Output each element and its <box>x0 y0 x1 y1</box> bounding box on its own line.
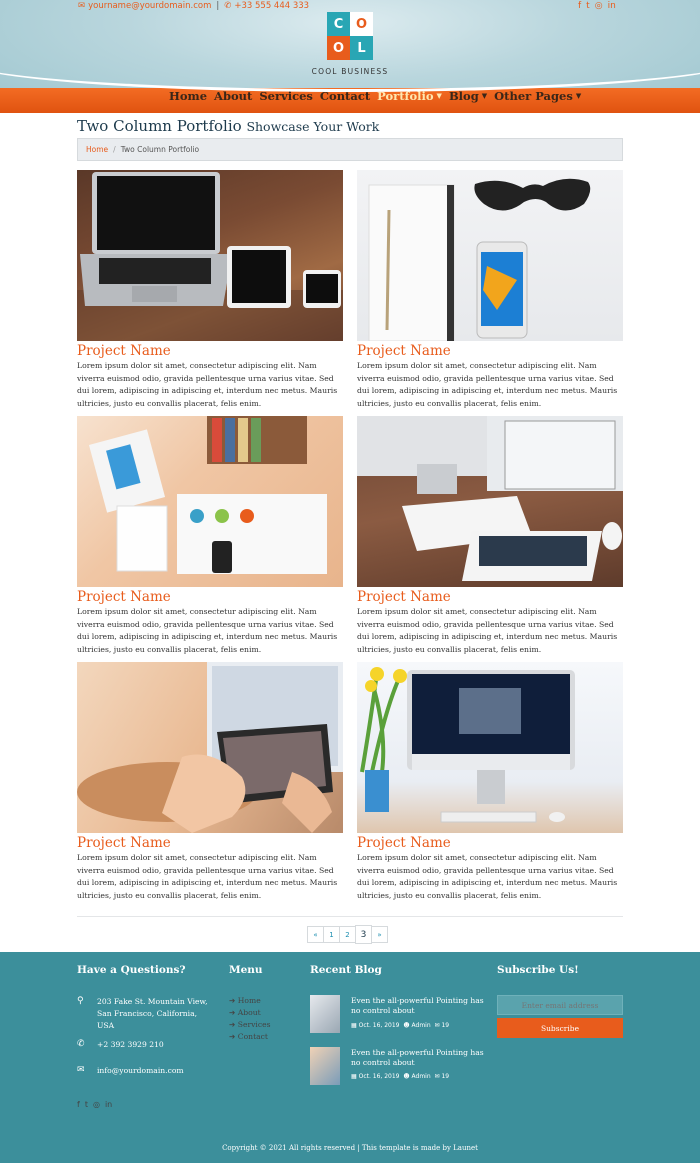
logo-letter: O <box>327 36 350 60</box>
project-name[interactable]: Project Name <box>357 343 451 359</box>
blog-post-comments: 19 <box>441 1022 450 1029</box>
nav-about[interactable]: About <box>214 89 253 103</box>
copyright-text: Copyright © 2021 All rights reserved | This template is made by Launet <box>222 1144 478 1152</box>
instagram-icon[interactable]: ◎ <box>92 1100 100 1109</box>
footer-menu-item[interactable] <box>229 1031 271 1043</box>
subscribe-button[interactable]: Subscribe <box>497 1018 623 1038</box>
envelope-icon: ✉ <box>78 1 86 11</box>
topbar-contact <box>78 1 309 11</box>
page-title-main: Two Column Portfolio <box>77 117 242 135</box>
blog-post-title[interactable]: Even the all-powerful Pointing has no control about <box>351 996 484 1015</box>
footer-blog-heading: Recent Blog <box>310 964 382 976</box>
project-name[interactable]: Project Name <box>77 343 171 359</box>
project-description: Lorem ipsum dolor sit amet, consectetur adipiscing elit. Nam viverra euismod odio, gravida pellentesque urna varius vitae. Sed dui lorem, adipiscing in adipiscing et, interdum nec metus. Mauris ultricies, justo eu convallis placerat, felis enim. <box>77 361 338 408</box>
page-subtitle: Showcase Your Work <box>246 119 380 134</box>
project-card <box>357 170 623 410</box>
facebook-icon[interactable]: f <box>77 1100 80 1109</box>
arrow-right-icon: ➔ <box>229 1032 236 1041</box>
pagination-page-current[interactable]: 3 <box>355 925 372 944</box>
footer-subscribe-heading: Subscribe Us! <box>497 964 579 976</box>
project-card <box>357 416 623 656</box>
project-image-imac-keyboard[interactable] <box>357 416 623 587</box>
blog-thumbnail[interactable] <box>310 1047 340 1085</box>
linkedin-icon[interactable]: in <box>607 1 616 11</box>
project-image-laptop-tablet-phone[interactable] <box>77 170 343 341</box>
topbar-phone[interactable]: +33 555 444 333 <box>234 1 310 11</box>
breadcrumb-home[interactable]: Home <box>86 145 109 154</box>
imac-keyboard-illustration <box>357 416 623 587</box>
footer-menu-services: Services <box>237 1020 271 1029</box>
project-description: Lorem ipsum dolor sit amet, consectetur adipiscing elit. Nam viverra euismod odio, gravida pellentesque urna varius vitae. Sed dui lorem, adipiscing in adipiscing et, interdum nec metus. Mauris ultricies, justo eu convallis placerat, felis enim. <box>357 853 618 900</box>
desk-books-illustration <box>77 416 343 587</box>
blog-post-date: Oct. 16, 2019 <box>358 1073 400 1080</box>
logo-letter: C <box>327 12 350 36</box>
blog-post-title[interactable]: Even the all-powerful Pointing has no control about <box>351 1048 484 1067</box>
project-card <box>357 662 623 902</box>
nav-blog[interactable] <box>449 89 487 103</box>
topbar-separator: | <box>216 1 220 11</box>
imac-plant-illustration <box>357 662 623 833</box>
caret-down-icon: ▼ <box>436 91 442 100</box>
blog-post-author: Admin <box>411 1022 431 1029</box>
notebook-phone-illustration <box>357 170 623 341</box>
pagination-page[interactable]: 1 <box>323 926 340 943</box>
nav-blog-label: Blog <box>448 89 479 103</box>
nav-portfolio-label: Portfolio <box>377 89 434 103</box>
logo-letter: O <box>350 12 373 36</box>
phone-icon: ✆ <box>77 1039 85 1049</box>
facebook-icon[interactable]: f <box>578 1 582 11</box>
envelope-icon: ✉ <box>77 1065 85 1075</box>
content-divider <box>77 916 623 917</box>
pagination <box>308 926 388 944</box>
pagination-next[interactable]: » <box>371 926 388 943</box>
user-icon: ☻ <box>403 1073 410 1080</box>
comment-icon: ✉ <box>434 1022 440 1029</box>
project-card <box>77 662 343 902</box>
footer-menu-heading: Menu <box>229 964 263 976</box>
twitter-icon[interactable]: t <box>84 1100 88 1109</box>
arrow-right-icon: ➔ <box>229 1020 236 1029</box>
linkedin-icon[interactable]: in <box>104 1100 113 1109</box>
project-name[interactable]: Project Name <box>77 835 171 851</box>
blog-thumbnail[interactable] <box>310 995 340 1033</box>
footer-questions-heading: Have a Questions? <box>77 964 186 976</box>
main-nav <box>169 89 581 103</box>
footer-menu-home: Home <box>237 996 261 1005</box>
nav-other-pages[interactable] <box>494 89 581 103</box>
blog-post-meta <box>351 1022 449 1029</box>
footer-menu-item[interactable] <box>229 1019 271 1031</box>
nav-contact[interactable]: Contact <box>319 89 371 103</box>
comment-icon: ✉ <box>434 1073 440 1080</box>
footer-menu-contact: Contact <box>237 1032 268 1041</box>
project-image-tablet-hands[interactable] <box>77 662 343 833</box>
arrow-right-icon: ➔ <box>229 996 236 1005</box>
blog-post-author: Admin <box>411 1073 431 1080</box>
footer-social <box>77 1100 112 1109</box>
caret-down-icon: ▼ <box>481 91 488 100</box>
project-description: Lorem ipsum dolor sit amet, consectetur adipiscing elit. Nam viverra euismod odio, gravida pellentesque urna varius vitae. Sed dui lorem, adipiscing in adipiscing et, interdum nec metus. Mauris ultricies, justo eu convallis placerat, felis enim. <box>77 607 338 654</box>
breadcrumb <box>77 138 623 161</box>
project-description: Lorem ipsum dolor sit amet, consectetur adipiscing elit. Nam viverra euismod odio, gravida pellentesque urna varius vitae. Sed dui lorem, adipiscing in adipiscing et, interdum nec metus. Mauris ultricies, justo eu convallis placerat, felis enim. <box>357 361 618 408</box>
tablet-hands-illustration <box>77 662 343 833</box>
page-title <box>77 117 379 135</box>
arrow-right-icon: ➔ <box>229 1008 236 1017</box>
blog-post-comments: 19 <box>441 1073 450 1080</box>
calendar-icon: ▦ <box>351 1073 357 1080</box>
project-name[interactable]: Project Name <box>357 835 451 851</box>
topbar-social <box>578 1 616 11</box>
caret-down-icon: ▼ <box>575 91 582 100</box>
blog-post-date: Oct. 16, 2019 <box>358 1022 400 1029</box>
project-card <box>77 170 343 410</box>
project-image-imac-plant[interactable] <box>357 662 623 833</box>
project-description: Lorem ipsum dolor sit amet, consectetur adipiscing elit. Nam viverra euismod odio, gravida pellentesque urna varius vitae. Sed dui lorem, adipiscing in adipiscing et, interdum nec metus. Mauris ultricies, justo eu convallis placerat, felis enim. <box>77 853 338 900</box>
footer-menu <box>229 995 271 1043</box>
phone-icon: ✆ <box>224 1 232 11</box>
logo-letter: L <box>350 36 373 60</box>
breadcrumb-separator: / <box>113 145 116 154</box>
calendar-icon: ▦ <box>351 1022 357 1029</box>
footer-menu-item[interactable] <box>229 1007 271 1019</box>
project-image-notebook-sunglasses[interactable] <box>357 170 623 341</box>
map-marker-icon: ⚲ <box>77 996 84 1006</box>
project-name[interactable]: Project Name <box>77 589 171 605</box>
subscribe-email-input[interactable] <box>497 995 623 1015</box>
blog-post-meta <box>351 1073 449 1080</box>
footer-menu-item[interactable] <box>229 995 271 1007</box>
nav-services[interactable]: Services <box>259 89 313 103</box>
pagination-prev[interactable]: « <box>307 926 324 943</box>
logo[interactable] <box>327 12 373 60</box>
footer-phone[interactable]: +2 392 3929 210 <box>97 1040 164 1049</box>
nav-home[interactable]: Home <box>169 89 208 103</box>
pagination-page[interactable]: 2 <box>339 926 356 943</box>
topbar-email[interactable]: yourname@yourdomain.com <box>88 1 212 11</box>
site-header <box>0 0 700 113</box>
nav-other-pages-label: Other Pages <box>494 89 573 103</box>
footer-menu-about: About <box>237 1008 261 1017</box>
footer-address: 203 Fake St. Mountain View, San Francisco, California, USA <box>97 997 208 1030</box>
footer-email[interactable]: info@yourdomain.com <box>97 1066 184 1075</box>
project-image-desk-books[interactable] <box>77 416 343 587</box>
logo-text: COOL BUSINESS <box>311 67 389 76</box>
project-card <box>77 416 343 656</box>
twitter-icon[interactable]: t <box>586 1 590 11</box>
nav-portfolio[interactable] <box>377 89 442 103</box>
site-footer <box>0 952 700 1163</box>
breadcrumb-current: Two Column Portfolio <box>120 145 200 154</box>
project-description: Lorem ipsum dolor sit amet, consectetur adipiscing elit. Nam viverra euismod odio, gravida pellentesque urna varius vitae. Sed dui lorem, adipiscing in adipiscing et, interdum nec metus. Mauris ultricies, justo eu convallis placerat, felis enim. <box>357 607 618 654</box>
instagram-icon[interactable]: ◎ <box>594 1 603 11</box>
project-name[interactable]: Project Name <box>357 589 451 605</box>
laptop-devices-illustration <box>77 170 343 341</box>
user-icon: ☻ <box>403 1022 410 1029</box>
